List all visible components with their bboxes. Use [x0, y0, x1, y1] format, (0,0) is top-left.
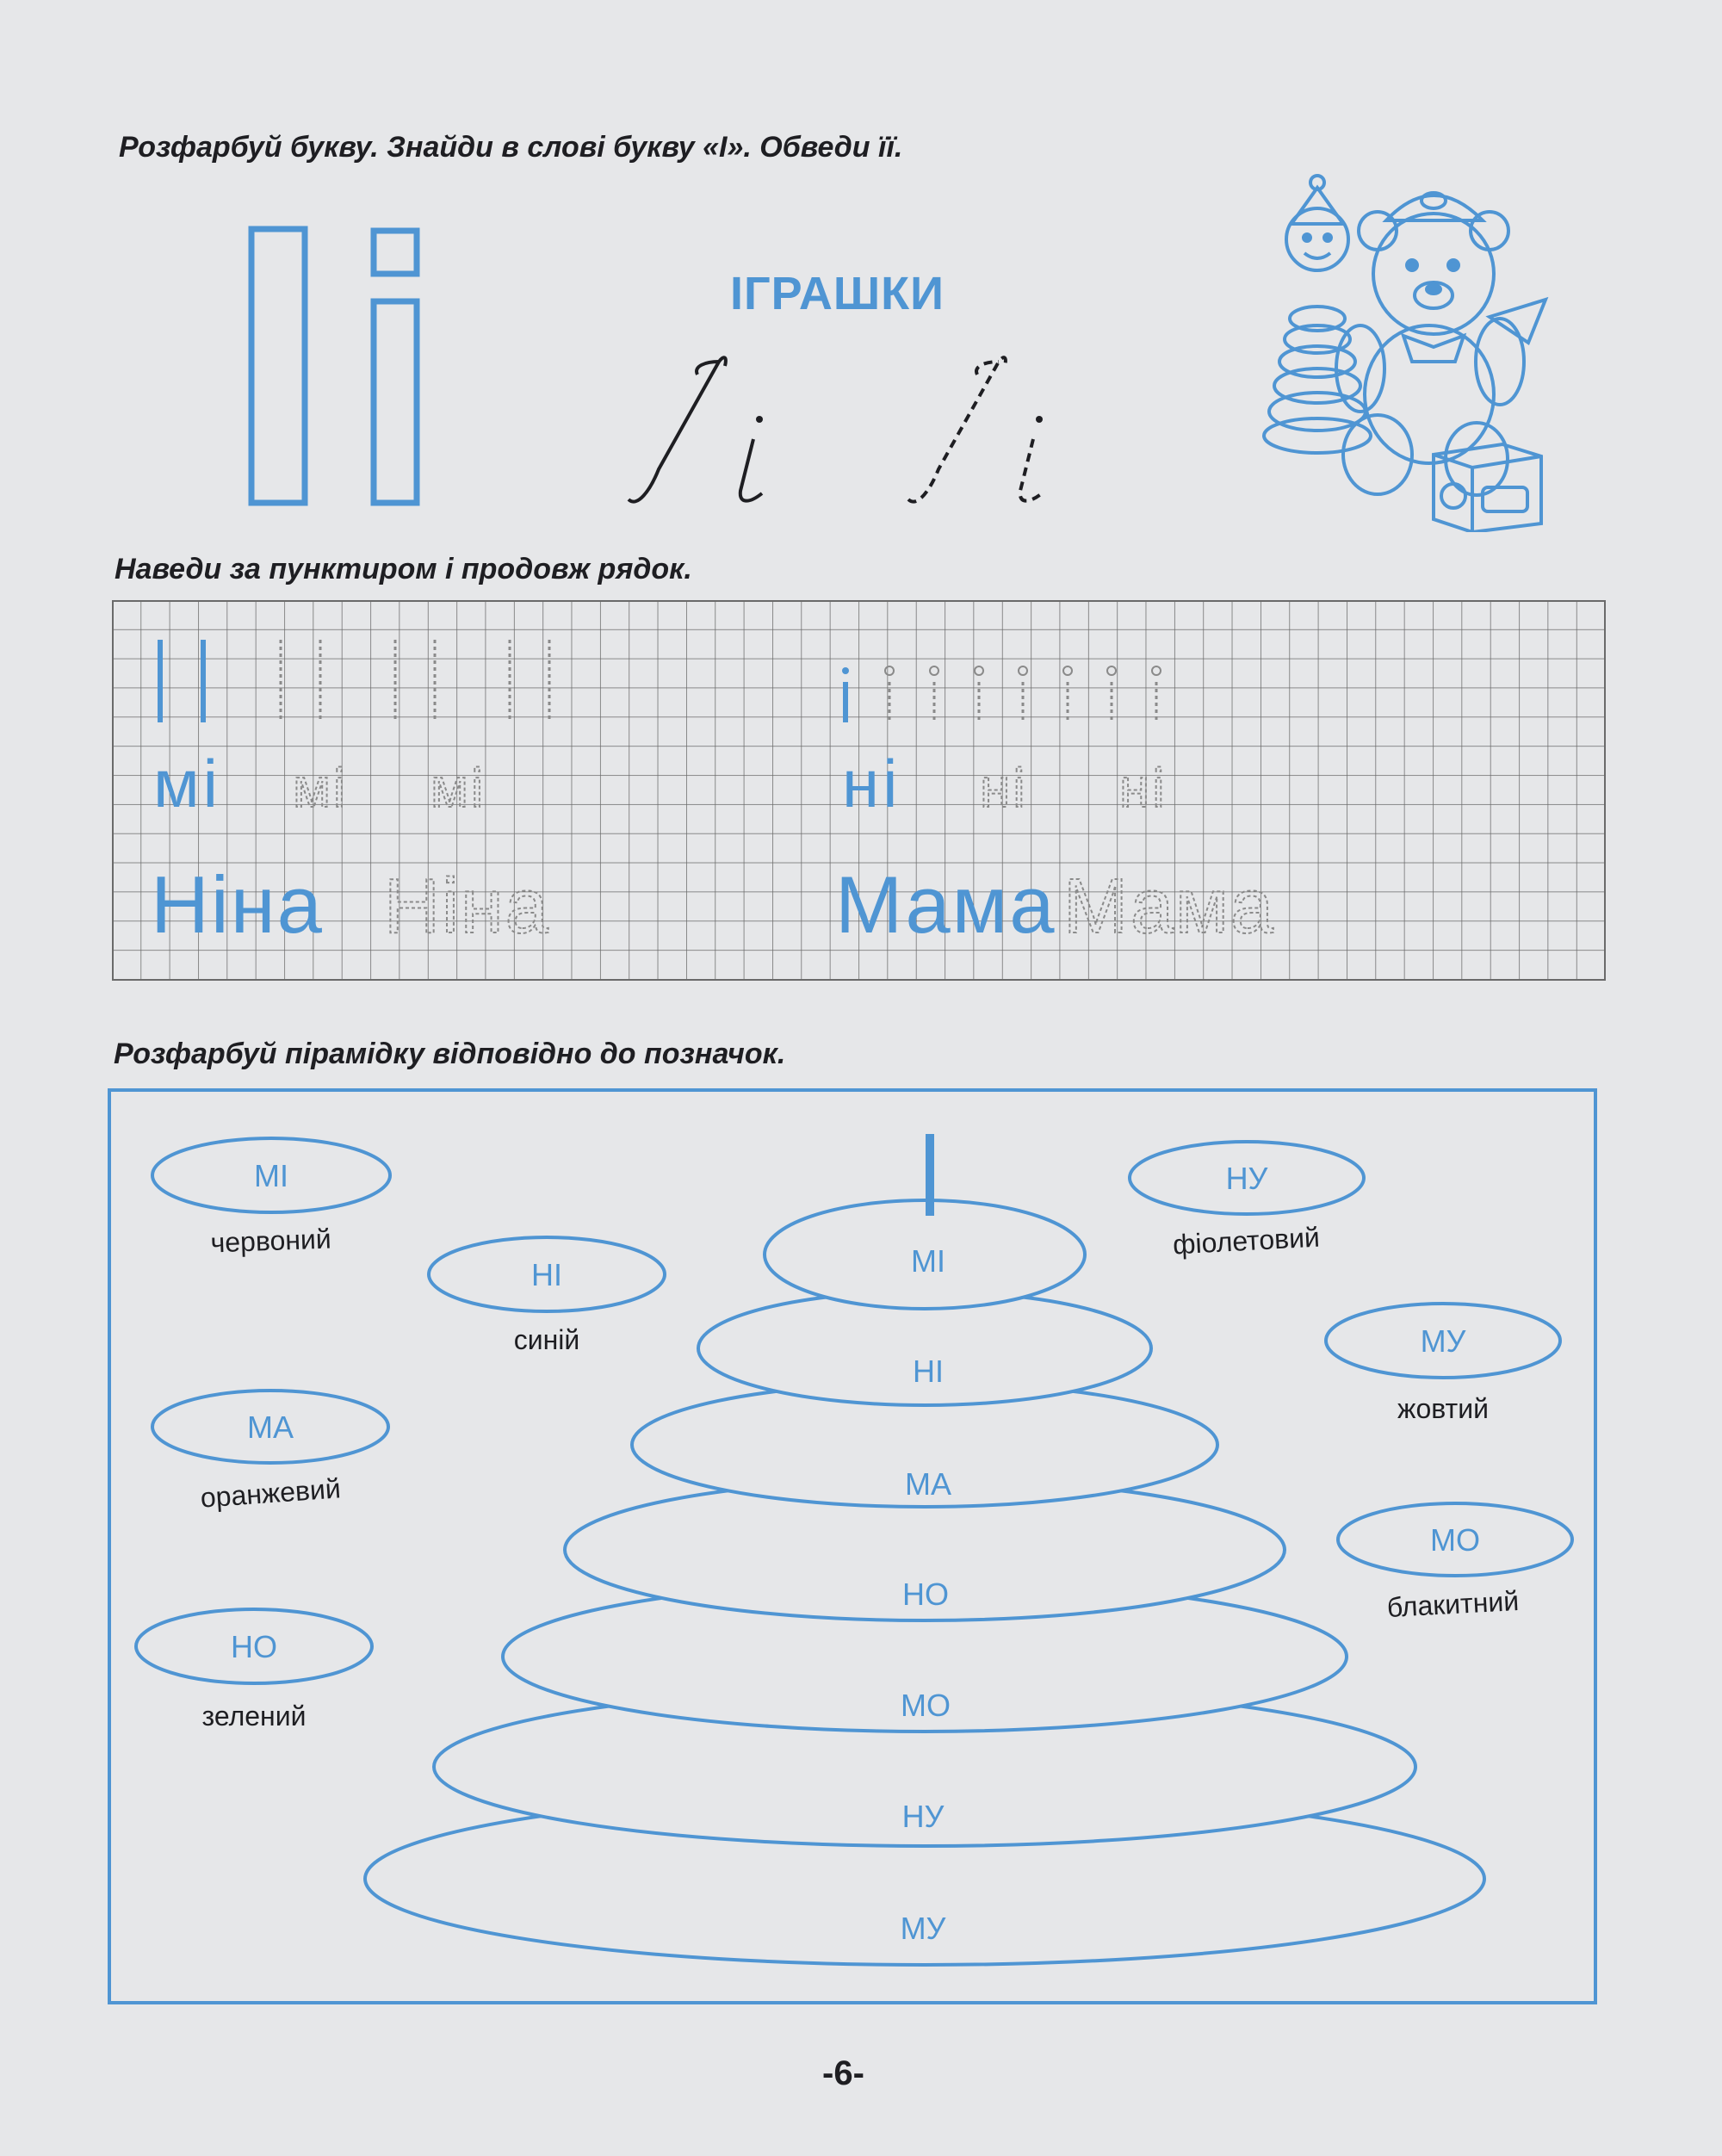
- legend-color-yellow: жовтий: [1397, 1393, 1489, 1424]
- instruction-trace-line: Наведи за пунктиром і продовж рядок.: [115, 553, 692, 585]
- legend-color-blue: синій: [513, 1324, 580, 1355]
- legend-syllable-mu: МУ: [1420, 1323, 1466, 1359]
- cursive-letters: [611, 340, 1093, 525]
- syllable-mi-trace-1: мі: [293, 757, 349, 819]
- toy-bear-and-pyramid-icon: [1257, 170, 1554, 536]
- ring-label-1: МІ: [911, 1243, 945, 1279]
- ring-label-7: МУ: [900, 1911, 946, 1946]
- syllable-ni-sample: ні: [842, 746, 901, 821]
- word-mama-trace: Мама: [1063, 864, 1275, 950]
- legend-syllable-ma: МА: [247, 1409, 294, 1445]
- ring-label-5: МО: [901, 1688, 951, 1723]
- legend-color-red: червоний: [209, 1223, 332, 1259]
- legend-color-lightblue: блакитний: [1385, 1585, 1520, 1624]
- legend-syllable-ni: НІ: [531, 1257, 562, 1292]
- ring-label-3: МА: [905, 1466, 951, 1502]
- legend-color-green: зелений: [201, 1701, 307, 1732]
- legend-syllable-mi: МІ: [254, 1158, 288, 1193]
- legend-syllable-nu: НУ: [1225, 1161, 1268, 1196]
- big-letter-outline[interactable]: [241, 222, 448, 516]
- ring-label-2: НІ: [913, 1354, 944, 1389]
- legend-color-violet: фіолетовий: [1172, 1221, 1321, 1261]
- ring-label-4: НО: [902, 1577, 949, 1612]
- tracing-grid[interactable]: [112, 600, 1607, 988]
- syllable-ni-trace-2: ні: [1119, 757, 1168, 819]
- pyramid-frame: [103, 1087, 1601, 2012]
- page-number: -6-: [822, 2054, 864, 2092]
- syllable-mi-trace-2: мі: [430, 757, 486, 819]
- syllable-mi-sample: мі: [153, 746, 221, 821]
- name-nina-sample: Ніна: [151, 859, 324, 950]
- word-mama-sample: Мама: [835, 859, 1056, 950]
- syllable-ni-trace-1: ні: [980, 757, 1028, 819]
- legend-syllable-mo: МО: [1430, 1522, 1480, 1558]
- instruction-color-pyramid: Розфарбуй пірамідку відповідно до позначок.: [114, 1038, 786, 1070]
- name-nina-trace: Ніна: [384, 864, 550, 950]
- ring-label-6: НУ: [901, 1799, 945, 1834]
- legend-color-orange: оранжевий: [199, 1472, 342, 1514]
- instruction-color-letter: Розфарбуй букву. Знайди в слові букву «І». Обведи її.: [119, 131, 903, 164]
- word-igrashky[interactable]: ІГРАШКИ: [730, 268, 945, 319]
- legend-syllable-no: НО: [231, 1629, 277, 1664]
